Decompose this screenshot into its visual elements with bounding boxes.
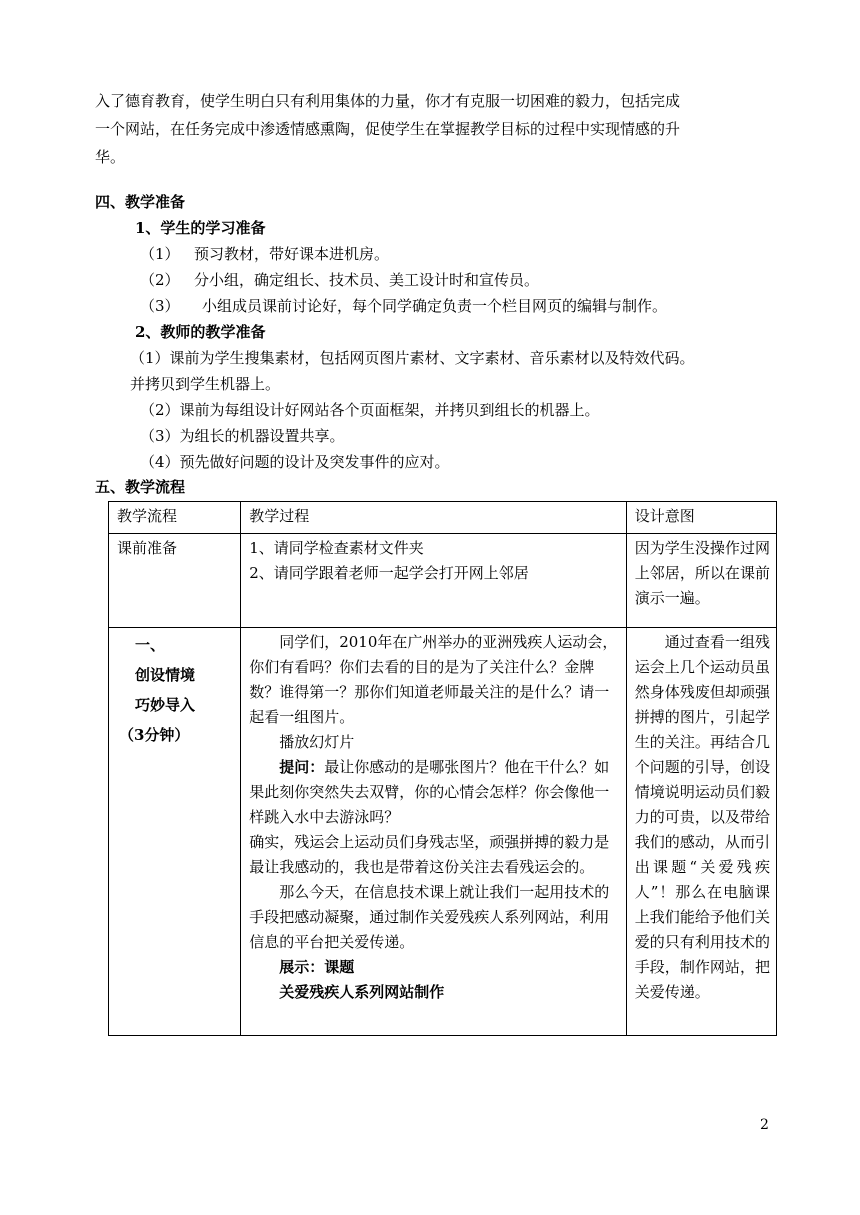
process-paragraph: 播放幻灯片: [279, 733, 355, 751]
table-header-cell: 教学流程: [109, 502, 241, 534]
intent-cell: 因为学生没操作过网上邻居，所以在课前演示一遍。: [626, 534, 776, 628]
process-paragraph: [249, 755, 620, 830]
show-label: 展示：课题: [279, 958, 355, 976]
process-line: 2、请同学跟着老师一起学会打开网上邻居: [249, 564, 529, 582]
process-cell: [241, 534, 627, 628]
student-prep-item: [140, 294, 667, 318]
table-row: [109, 628, 777, 1036]
table-header-cell: 教学过程: [241, 502, 627, 534]
process-paragraph: 那么今天，在信息技术课上就让我们一起用技术的手段把感动凝聚，通过制作关爱残疾人系列网站，利用信息的平台把关爱传递。: [249, 883, 610, 951]
teacher-prep-item: （2）课前为每组设计好网站各个页面框架，并拷贝到组长的机器上。: [140, 401, 600, 419]
section-heading-prep: 四、教学准备: [95, 193, 186, 211]
process-line: 1、请同学检查素材文件夹: [249, 539, 424, 557]
item-number: （2）: [140, 271, 180, 289]
item-number: （3）: [140, 297, 180, 315]
item-number: （1）: [140, 245, 180, 263]
table-row: [109, 534, 777, 628]
teacher-prep-item: （1）课前为学生搜集素材，包括网页图片素材、文字素材、音乐素材以及特效代码。: [130, 349, 695, 367]
intro-line: 一个网站，在任务完成中渗透情感熏陶，促使学生在掌握教学目标的过程中实现情感的升: [95, 120, 681, 138]
item-text: 预习教材，带好课本进机房。: [194, 245, 390, 263]
section-heading-flow: 五、教学流程: [95, 478, 186, 496]
intro-line: 入了德育教育，使学生明白只有利用集体的力量，你才有克服一切困难的毅力，包括完成: [95, 92, 681, 110]
table-header-row: [109, 502, 777, 534]
student-prep-heading: 1、学生的学习准备: [135, 219, 266, 237]
lesson-topic: 关爱残疾人系列网站制作: [279, 983, 445, 1001]
page-number: 2: [760, 1117, 769, 1133]
stage-label: 一、: [135, 636, 166, 654]
process-paragraph: 确实，残运会上运动员们身残志坚，顽强拼搏的毅力是最让我感动的，我也是带着这份关注去看残运会的。: [249, 833, 610, 876]
item-text: 分小组，确定组长、技术员、美工设计时和宣传员。: [194, 271, 540, 289]
stage-label: 巧妙导入: [135, 696, 196, 714]
process-paragraph: 同学们，2010年在广州举办的亚洲残疾人运动会，你们有看吗？你们去看的目的是为了关注什么？金牌数？谁得第一？那你们知道老师最关注的是什么？请一起看一组图片。: [249, 633, 618, 726]
item-text: 小组成员课前讨论好，每个同学确定负责一个栏目网页的编辑与制作。: [202, 297, 668, 315]
intent-text: 通过查看一组残运会上几个运动员虽然身体残废但却顽强拼搏的图片，引起学生的关注。再结合几个问题的引导，创设情境说明运动员们毅力的可贵，以及带给我们的感动，从而引出课题“关爱残疾人”！那么在电脑课上我们能给予他们关爱的只有利用技术的手段，制作网站，把关爱传递。: [634, 633, 770, 1001]
stage-duration: （3分钟）: [119, 726, 190, 744]
intent-cell: [626, 628, 776, 1036]
stage-cell: [109, 628, 241, 1036]
teacher-prep-item: （3）为组长的机器设置共享。: [140, 427, 345, 445]
student-prep-item: [140, 242, 389, 266]
teacher-prep-item: （4）预先做好问题的设计及突发事件的应对。: [140, 453, 450, 471]
teacher-prep-heading: 2、教师的教学准备: [135, 323, 266, 341]
intro-paragraph: [95, 87, 775, 171]
question-text: 最让你感动的是哪张图片？他在干什么？如果此刻你突然失去双臂，你的心情会怎样？你会像他一样跳入水中去游泳吗？: [249, 758, 610, 826]
question-label: 提问：: [279, 758, 325, 776]
stage-label: 创设情境: [135, 666, 196, 684]
teacher-prep-item: 并拷贝到学生机器上。: [130, 375, 281, 393]
teaching-flow-table: [108, 501, 777, 1036]
intro-line: 华。: [95, 148, 126, 166]
table-header-cell: 设计意图: [626, 502, 776, 534]
student-prep-item: [140, 268, 539, 292]
process-cell: [241, 628, 627, 1036]
stage-cell: 课前准备: [109, 534, 241, 628]
